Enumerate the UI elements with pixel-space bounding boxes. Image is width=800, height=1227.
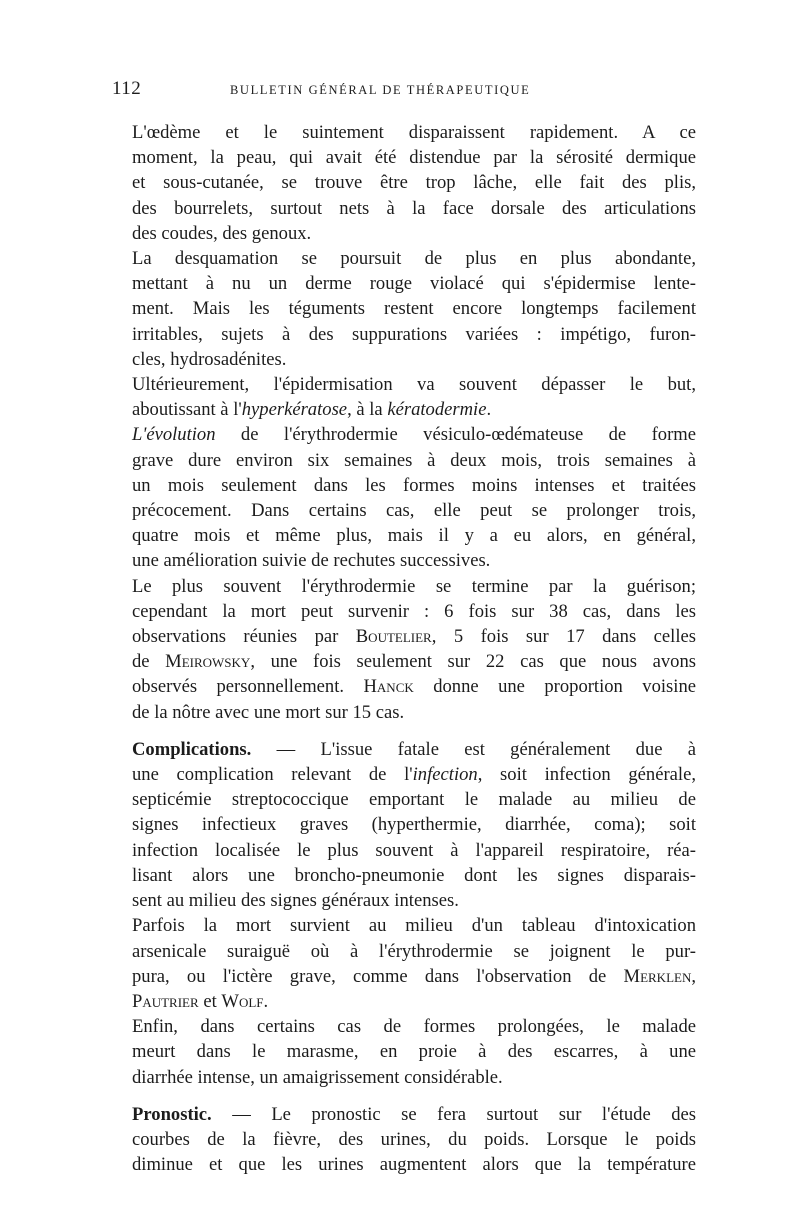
page-header [112,78,696,102]
text-line: Parfois la mort survient au milieu d'un tableau d'intoxication [132,915,696,937]
text-line: une amélioration suivie de rechutes successives. [132,550,491,572]
text-segment: observations réunies par [132,626,356,648]
text-segment: de l'érythrodermie vésiculo-œdémateuse de forme [215,424,696,446]
text-segment: . [263,990,269,1012]
section-gap [112,1090,696,1102]
text-line: Enfin, dans certains cas de formes prolongées, le malade [132,1016,696,1038]
text-line: signes infectieux graves (hyperthermie, diarrhée, coma); soit [132,814,696,836]
text-line: grave dure environ six semaines à deux mois, trois semaines à [132,449,696,471]
text-line [112,1102,696,1127]
author-name: Meirowsky [165,651,251,673]
section-heading: Pronostic. [132,1103,212,1125]
text-line [112,397,696,422]
section-gap [112,725,696,737]
text-segment: aboutissant à l' [132,399,242,421]
text-segment: observés personnellement. [132,676,364,698]
text-line: L'œdème et le suintement disparaissent rapidement. A ce [132,122,696,143]
text-segment: pura, ou l'ictère grave, comme dans l'observation de [132,965,624,987]
text-segment: une complication relevant de l' [132,764,413,786]
text-line: des bourrelets, surtout nets à la face dorsale des articulations [132,197,696,219]
text-line: septicémie streptococcique emportant le malade au milieu de [132,789,696,811]
italic-term: hyperkératose [241,399,348,421]
text-line: un mois seulement dans les formes moins intenses et traitées [132,474,696,496]
text-line: moment, la peau, qui avait été distendue par la sérosité dermique [132,147,696,169]
author-name: Pautrier [132,990,199,1012]
text-line: irritables, sujets à des suppurations variées : impétigo, furon- [132,323,696,345]
paragraph [112,1014,696,1090]
text-line: Ultérieurement, l'épidermisation va souvent dépasser le but, [132,374,696,396]
text-line: arsenicale suraiguë où à l'érythrodermie se joignent le pur- [132,940,696,962]
text-segment: . [486,399,492,421]
text-line: mettant à nu un derme rouge violacé qui s'épidermise lente- [132,273,696,295]
author-name: Wolf [221,990,264,1012]
text-line [112,624,696,649]
body-text [112,120,696,1177]
text-segment: , soit infection générale, [477,764,696,786]
text-line: des coudes, des genoux. [132,222,312,244]
italic-term: infection [412,764,478,786]
text-line [112,649,696,674]
text-segment: , [691,965,696,987]
text-line: précocement. Dans certains cas, elle peut se prolonger trois, [132,500,696,522]
paragraph [112,422,696,573]
author-name: Hanck [363,676,414,698]
text-line: Le plus souvent l'érythrodermie se termine par la guérison; [132,575,696,597]
text-line: quatre mois et même plus, mais il y a eu alors, en général, [132,525,696,547]
text-line [112,674,696,699]
text-line: courbes de la fièvre, des urines, du poids. Lorsque le poids [132,1128,696,1150]
paragraph [112,913,696,1014]
paragraph [112,120,696,246]
text-line: infection localisée le plus souvent à l'appareil respiratoire, réa- [132,839,696,861]
author-name: Boutelier [355,626,432,648]
text-line: diminue et que les urines augmentent alors que la température [132,1154,696,1176]
running-title: BULLETIN GÉNÉRAL DE THÉRAPEUTIQUE [230,83,531,97]
page-number: 112 [112,78,142,99]
text-segment: et [198,990,222,1012]
text-line: ment. Mais les téguments restent encore longtemps facilement [132,298,696,320]
text-line [112,964,696,989]
text-segment: , à la [347,399,388,421]
text-segment: , 5 fois sur 17 dans celles [431,626,696,648]
text-line: La desquamation se poursuit de plus en plus abondante, [132,248,696,270]
paragraph [112,574,696,725]
paragraph [112,246,696,372]
text-segment: , une fois seulement sur 22 cas que nous avons [250,651,696,673]
text-line: meurt dans le marasme, en proie à des escarres, à une [132,1041,696,1063]
section-heading: Complications. [132,738,252,760]
text-line [112,422,696,447]
text-line: de la nôtre avec une mort sur 15 cas. [132,701,405,723]
text-line: cependant la mort peut survenir : 6 fois sur 38 cas, dans les [132,600,696,622]
text-line: sent au milieu des signes généraux intenses. [132,890,459,912]
italic-term: kératodermie [387,399,487,421]
text-line: cles, hydrosadénites. [132,348,287,370]
italic-term: L'évolution [132,424,216,446]
text-segment: de [132,651,166,673]
text-line [112,737,696,762]
text-line: et sous-cutanée, se trouve être trop lâche, elle fait des plis, [132,172,696,194]
paragraph-pronostic [112,1102,696,1178]
text-segment: donne une proportion voisine [413,676,697,698]
text-line [112,989,696,1014]
paragraph-complications [112,737,696,913]
paragraph [112,372,696,422]
text-segment: — Le pronostic se fera surtout sur l'étude des [211,1103,696,1125]
text-line: diarrhée intense, un amaigrissement considérable. [132,1066,503,1088]
text-line [112,762,696,787]
author-name: Merklen [623,965,692,987]
text-segment: — L'issue fatale est généralement due à [251,738,696,760]
text-line: lisant alors une broncho-pneumonie dont les signes disparais- [132,864,696,886]
